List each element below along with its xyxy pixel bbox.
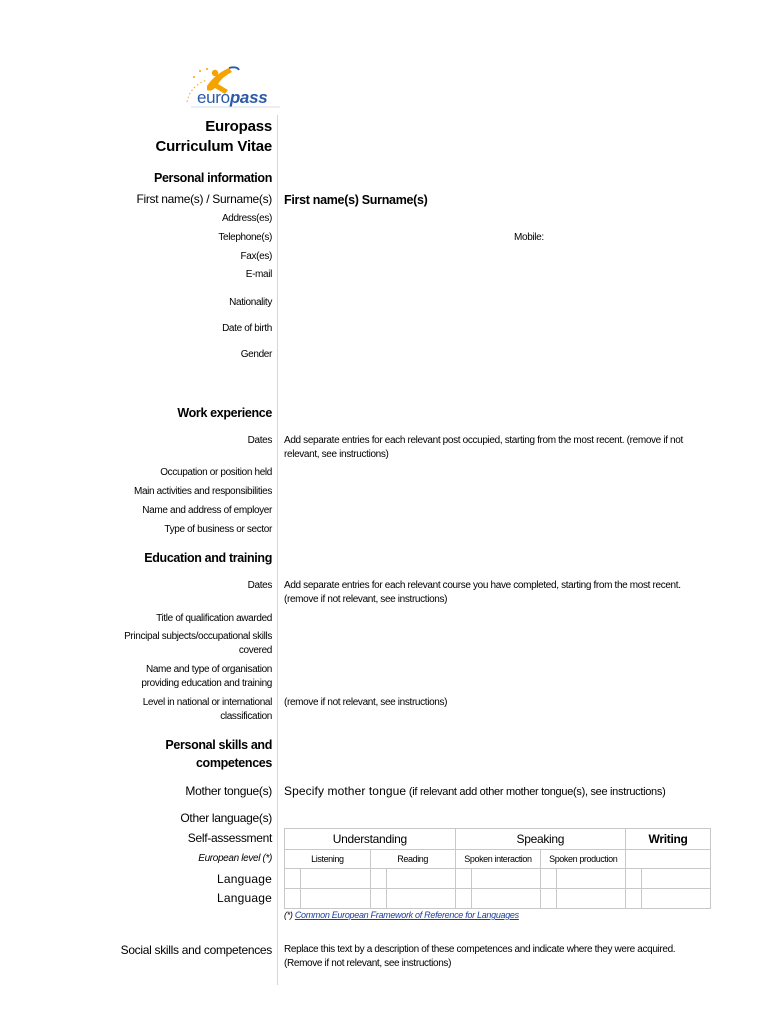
subjects-label-line1: Principal subjects/occupational skills (124, 631, 272, 642)
work-dates-line2[interactable]: relevant, see instructions) (284, 449, 389, 460)
table-cell[interactable] (626, 889, 642, 909)
organisation-label-line1: Name and type of organisation (145, 664, 272, 675)
european-level-label: European level (*) (198, 853, 272, 864)
skills-heading-line1: Personal skills and (165, 738, 272, 752)
education-heading: Education and training (144, 551, 272, 565)
activities-label: Main activities and responsibilities (133, 486, 272, 497)
cefr-footnote: (*) Common European Framework of Reference for Languages (284, 910, 519, 920)
cv-title-line1: Europass (205, 118, 272, 135)
language-self-assessment-table (284, 828, 711, 909)
level-label-line2: classification (220, 711, 272, 722)
skills-heading-line2: competences (195, 756, 272, 770)
spoken-interaction-header: Spoken interaction (455, 850, 541, 869)
telephone-label: Telephone(s) (218, 232, 272, 243)
business-label: Type of business or sector (164, 524, 272, 535)
spoken-production-header: Spoken production (541, 850, 626, 869)
personal-info-heading: Personal information (153, 171, 272, 185)
nationality-label: Nationality (229, 297, 272, 308)
mother-tongue-label: Mother tongue(s) (185, 784, 272, 798)
table-cell[interactable] (455, 889, 471, 909)
table-cell[interactable] (386, 889, 455, 909)
writing-header: Writing (626, 829, 711, 850)
table-cell[interactable] (541, 889, 557, 909)
mother-tongue-value[interactable]: Specify mother tongue (if relevant add other mother tongue(s), see instructions) (284, 784, 666, 798)
table-cell[interactable] (541, 869, 557, 889)
table-cell[interactable] (626, 869, 642, 889)
self-assessment-label: Self-assessment (187, 831, 272, 845)
qualification-label: Title of qualification awarded (156, 613, 272, 624)
employer-label: Name and address of employer (142, 505, 272, 516)
language-1-label: Language (217, 872, 272, 886)
writing-subheader (626, 850, 711, 869)
column-divider (277, 115, 278, 985)
social-skills-line2[interactable]: (Remove if not relevant, see instructions) (284, 958, 452, 969)
table-cell[interactable] (300, 869, 370, 889)
work-experience-heading: Work experience (177, 406, 272, 420)
table-cell[interactable] (471, 869, 541, 889)
table-cell[interactable] (370, 889, 386, 909)
address-label: Address(es) (221, 213, 272, 224)
speaking-header: Speaking (455, 829, 626, 850)
table-cell[interactable] (557, 869, 626, 889)
europass-wordmark: europass (197, 88, 268, 107)
table-cell[interactable] (455, 869, 471, 889)
name-value[interactable]: First name(s) Surname(s) (284, 193, 428, 207)
work-dates-line1[interactable]: Add separate entries for each relevant post occupied, starting from the most recent. (remove if not (284, 435, 683, 446)
table-cell[interactable] (471, 889, 541, 909)
email-label: E-mail (245, 269, 272, 280)
social-skills-line1[interactable]: Replace this text by a description of these competences and indicate where they were acquired. (284, 944, 676, 955)
table-cell[interactable] (370, 869, 386, 889)
level-value[interactable]: (remove if not relevant, see instructions) (284, 697, 448, 708)
table-cell[interactable] (285, 889, 301, 909)
organisation-label-line2: providing education and training (141, 678, 272, 689)
table-cell[interactable] (285, 869, 301, 889)
table-cell[interactable] (386, 869, 455, 889)
reading-header: Reading (370, 850, 455, 869)
understanding-header: Understanding (285, 829, 456, 850)
gender-label: Gender (240, 349, 272, 360)
mobile-label: Mobile: (514, 232, 544, 243)
europass-logo (185, 64, 280, 114)
dob-label: Date of birth (222, 323, 272, 334)
social-skills-label: Social skills and competences (120, 943, 272, 957)
table-cell[interactable] (642, 889, 711, 909)
occupation-label: Occupation or position held (160, 467, 272, 478)
cv-title-line2: Curriculum Vitae (155, 138, 272, 155)
level-label-line1: Level in national or international (142, 697, 272, 708)
work-dates-label: Dates (247, 435, 272, 446)
table-cell[interactable] (300, 889, 370, 909)
other-languages-label: Other language(s) (180, 811, 272, 825)
name-label: First name(s) / Surname(s) (136, 192, 272, 206)
education-dates-line1[interactable]: Add separate entries for each relevant course you have completed, starting from the most recent. (284, 580, 681, 591)
table-cell[interactable] (557, 889, 626, 909)
table-row (285, 869, 711, 889)
listening-header: Listening (285, 850, 371, 869)
subjects-label-line2: covered (238, 645, 272, 656)
fax-label: Fax(es) (240, 251, 272, 262)
education-dates-label: Dates (247, 580, 272, 591)
education-dates-line2[interactable]: (remove if not relevant, see instructions) (284, 594, 448, 605)
table-cell[interactable] (642, 869, 711, 889)
table-row (285, 889, 711, 909)
language-2-label: Language (217, 891, 272, 905)
cefr-link[interactable]: Common European Framework of Reference for Languages (294, 910, 519, 920)
